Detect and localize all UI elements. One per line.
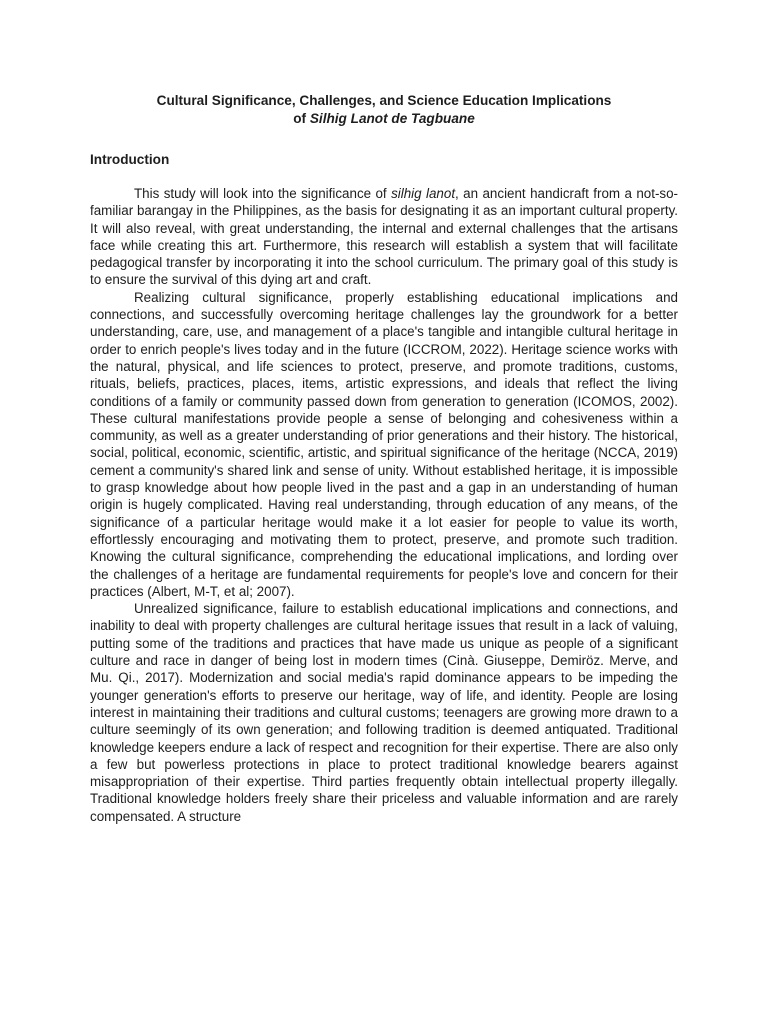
paragraph-text: Unrealized significance, failure to establish educational implications and connections, and inability to deal with property challenges are cultural heritage issues that result in a lack of valuing, putting some of the traditions and practices that have made us unique as people of a significant culture and race in danger of being lost in modern times (Cinà. Giuseppe, Demiröz. Merve, and Mu. Qi., 2017). Modernization and social media's rapid dominance appears to be impeding the younger generation's efforts to preserve our heritage, way of life, and identity. People are losing interest in maintaining their traditions and cultural customs; teenagers are growing more drawn to a culture seemingly of its own generation; and following tradition is deemed antiquated. Traditional knowledge keepers endure a lack of respect and recognition for their expertise. There are also only a few but powerless protections in place to protect traditional knowledge bearers against misappropriation of their expertise. Third parties frequently obtain intellectual property illegally. Traditional knowledge holders freely share their priceless and valuable information and are rarely compensated. A structure [90, 601, 678, 824]
title-line-2-italic: Silhig Lanot de Tagbuane [309, 111, 475, 126]
document-title [90, 92, 678, 128]
paragraph-text: This study will look into the significance of [134, 186, 392, 201]
body-text [90, 185, 678, 825]
title-line-2 [90, 110, 678, 128]
paragraph-text: , an ancient handicraft from a not-so-familiar barangay in the Philippines, as the basis for designating it as an important cultural property. It will also reveal, with great understanding, the internal and external challenges that the artisans face while creating this art. Furthermore, this research will establish a system that will facilitate pedagogical transfer by incorporating it into the school curriculum. The primary goal of this study is to ensure the survival of this dying art and craft. [90, 186, 678, 288]
section-heading-introduction: Introduction [90, 152, 170, 167]
paragraph-text: Realizing cultural significance, properly establishing educational implications and connections, and successfully overcoming heritage challenges lay the groundwork for a better understanding, care, use, and management of a place's tangible and intangible cultural heritage in order to enrich people's lives today and in the future (ICCROM, 2022). Heritage science works with the natural, physical, and life sciences to protect, preserve, and promote traditions, customs, rituals, beliefs, practices, places, items, artistic expressions, and ideals that reflect the living conditions of a family or community passed down from generation to generation (ICOMOS, 2002). These cultural manifestations provide people a sense of belonging and cohesiveness within a community, as well as a greater understanding of prior generations and their history. The historical, social, political, economic, scientific, artistic, and spiritual significance of the heritage (NCCA, 2019) cement a community's shared link and sense of unity. Without established heritage, it is impossible to grasp knowledge about how people lived in the past and a gap in an understanding of human origin is hugely complicated. Having real understanding, through education of any means, of the significance of a particular heritage would make it a lot easier for people to value its worth, effortlessly encouraging and motivating them to protect, preserve, and promote such tradition. Knowing the cultural significance, comprehending the educational implications, and lording over the challenges of a heritage are fundamental requirements for people's love and concern for their practices (Albert, M-T, et al; 2007). [90, 289, 678, 599]
title-line-2-prefix: of [293, 111, 310, 126]
italic-term: silhig lanot [391, 186, 456, 201]
title-line-1: Cultural Significance, Challenges, and Science Education Implications [156, 93, 612, 108]
paragraph [90, 600, 678, 825]
paragraph [90, 289, 678, 600]
document-page [90, 92, 678, 992]
paragraph [90, 185, 678, 289]
